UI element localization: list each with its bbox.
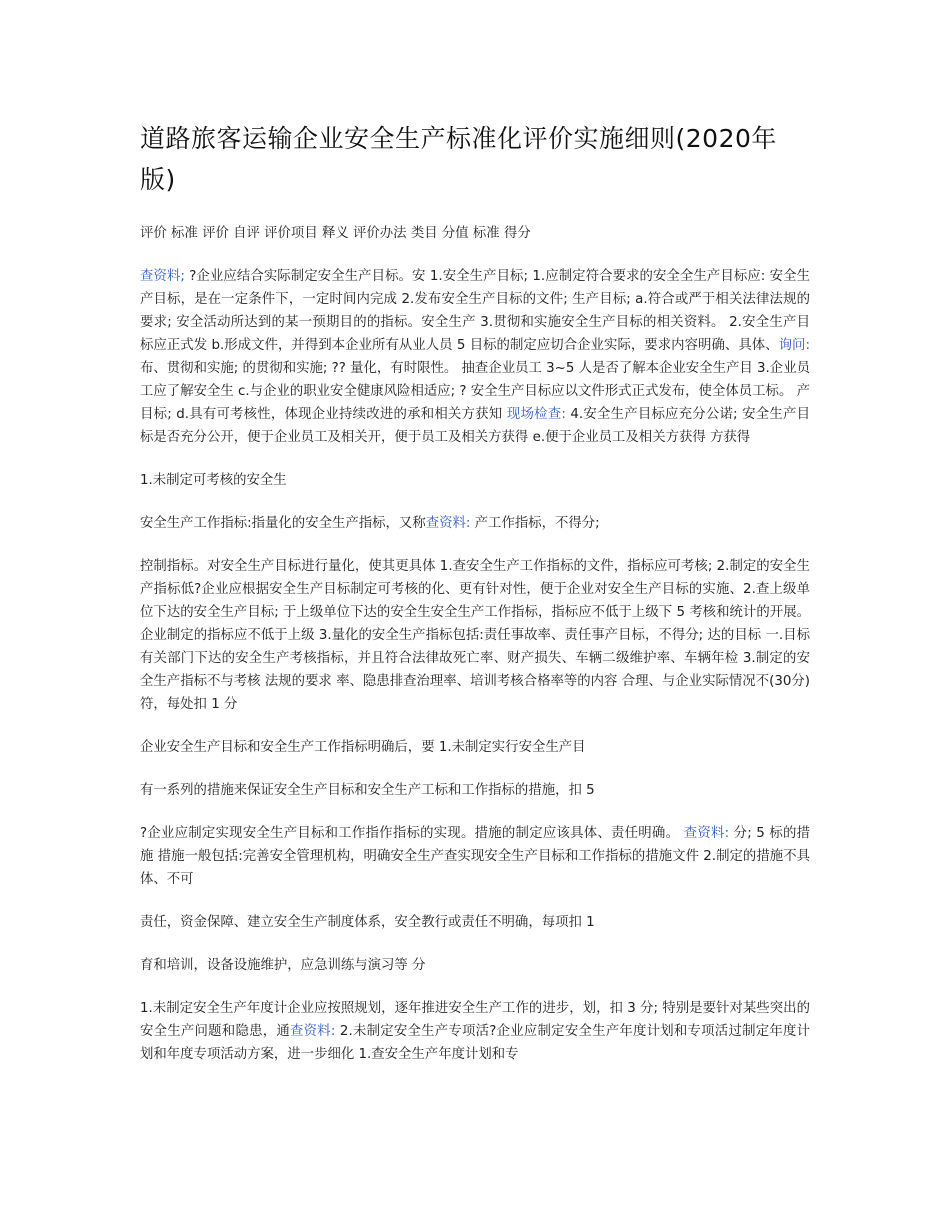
text-run: 2.未制定安全生产专项活?企业应制定安全生产年度计划和专项活过制定年度计划和年度专项活动方案，进一步细化 1.查安全生产年度计划和专 — [140, 1024, 811, 1062]
paragraph-4: 控制指标。对安全生产目标进行量化，使其更具体 1.查安全生产工作指标的文件，指标应可考核; 2.制定的安全生产指标低?企业应根据安全生产目标制定可考核的化、更有针对性，便于企业对安全生产目标的实施、2.查上级单位下达的安全生产目标; 于上级单位下达的安全生安全生产工作指标，指标应不低于上级下 5 考核和统计的开展。企业制定的指标应不低于上级 3.量化的安全生产指标包括:责任事故率、责任事产目标，不得分; 达的目标 一.目标有关部门下达的安全生产考核指标，并且符合法律故死亡率、财产损失、车辆二级维护率、车辆年检 3.制定的安全生产指标不与考核 法规的要求 率、隐患排查治理率、培训考核合格率等的内容 合理、与企业实际情况不(30分) 符，每处扣 1 分 — [140, 559, 810, 712]
paragraph-1 — [140, 265, 810, 449]
text-run: ?企业应制定实现安全生产目标和工作指作指标的实现。措施的制定应该具体、责任明确。 — [140, 826, 684, 841]
inline-link[interactable]: 查资料; — [140, 269, 185, 284]
paragraph-3 — [140, 512, 810, 535]
paragraph-8: 责任，资金保障、建立安全生产制度体系，安全教行或责任不明确，每项扣 1 — [140, 915, 595, 930]
text-run: 安全生产工作指标:指量化的安全生产指标，又称 — [140, 516, 426, 531]
inline-link[interactable]: 现场检查: — [506, 407, 566, 422]
paragraph-10 — [140, 997, 810, 1066]
paragraph-7 — [140, 822, 810, 891]
text-run: 分; 5 标的措施 措施一般包括:完善安全管理机构，明确安全生产查实现安全生产目标和工作指标的措施文件 2.制定的措施不具体、不可 — [140, 826, 810, 887]
inline-link[interactable]: 查资料: — [425, 516, 471, 531]
text-run: 产工作指标，不得分; — [470, 516, 600, 531]
paragraph-5: 企业安全生产目标和安全生产工作指标明确后，要 1.未制定实行安全生产目 — [140, 740, 586, 755]
text-run: 4.安全生产目标应充分公诺; 安全生产目标是否充分公开，便于企业员工及相关开，便于员工及相关方获得 e.便于企业员工及相关方获得 方获得 — [140, 407, 810, 445]
document-title: 道路旅客运输企业安全生产标准化评价实施细则(2020年版) — [140, 124, 777, 194]
inline-link[interactable]: 询问: — [778, 338, 810, 353]
text-run: 1.未制定安全生产年度计企业应按照规划，逐年推进安全生产工作的进步，划，扣 3 分; 特别是要针对某些突出的安全生产问题和隐患，通 — [140, 1001, 810, 1039]
header-row: 评价 标准 评价 自评 评价项目 释义 评价办法 类目 分值 标准 得分 — [140, 226, 531, 241]
paragraph-2: 1.未制定可考核的安全生 — [140, 473, 287, 488]
inline-link[interactable]: 查资料: — [683, 826, 730, 841]
inline-link[interactable]: 查资料: — [290, 1024, 336, 1039]
paragraph-6: 有一系列的措施来保证安全生产目标和安全生产工标和工作指标的措施，扣 5 — [140, 783, 595, 798]
text-run: 布、贯彻和实施; 的贯彻和实施; ?? 量化，有时限性。 抽查企业员工 3~5 人是否了解本企业安全生产目 3.企业员工应了解安全生 c.与企业的职业安全健康风险相适应; ? 安全生产目标应以文件形式正式发布，使全体员工标。 产目标; d.具有可考核性，体现企业持续改进的承和相关方获知 — [140, 361, 810, 422]
paragraph-9: 育和培训，设备设施维护，应急训练与演习等 分 — [140, 958, 426, 973]
text-run: ?企业应结合实际制定安全生产目标。安 1.安全生产目标; 1.应制定符合要求的安全全生产目标应: 安全生产目标，是在一定条件下，一定时间内完成 2.发布安全生产目标的文件; 生产目标; a.符合或严于相关法律法规的要求; 安全活动所达到的某一预期目的的指标。安全生产 3.贯彻和实施安全生产目标的相关资料。 2.安全生产目标应正式发 b.形成文件，并得到本企业所有从业人员 5 目标的制定应切合企业实际，要求内容明确、具体、 — [140, 269, 810, 353]
